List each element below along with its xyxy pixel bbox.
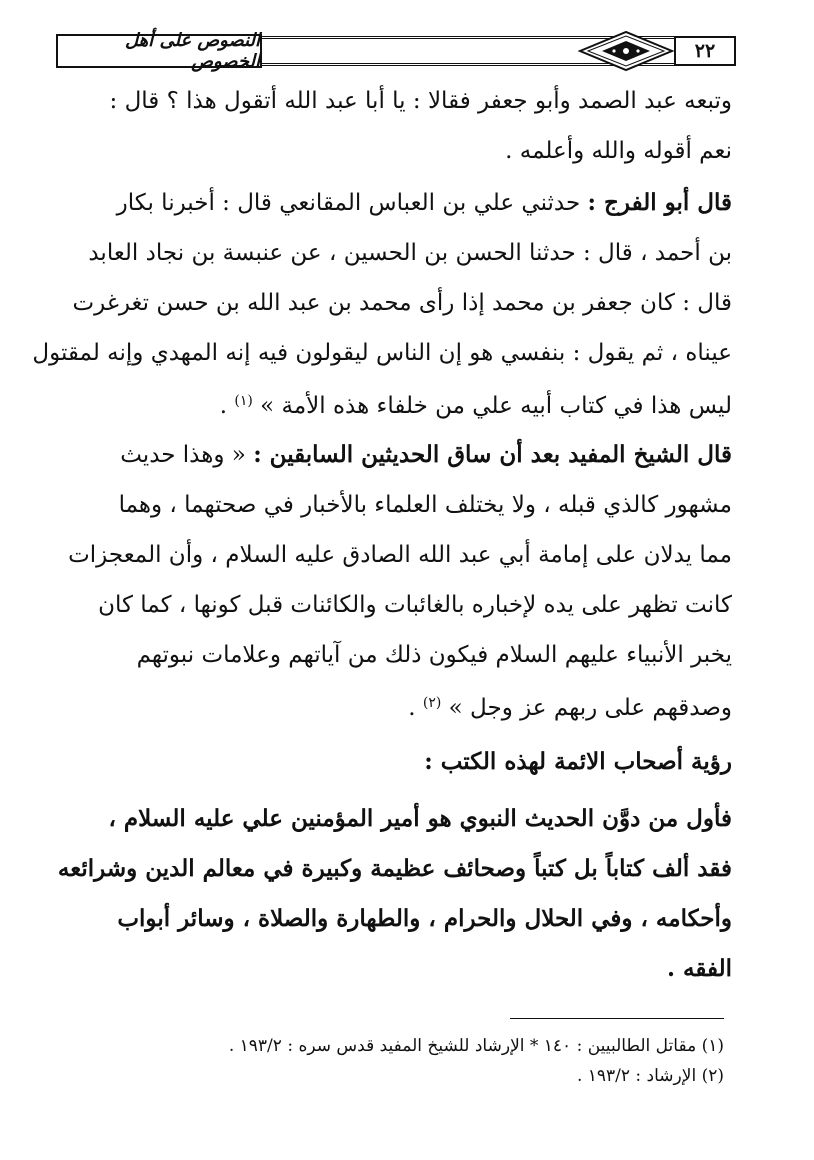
text-line: وتبعه عبد الصمد وأبو جعفر فقالا : يا أبا عبد الله أتقول هذا ؟ قال : bbox=[109, 88, 732, 114]
text-line: فأول من دوَّن الحديث النبوي هو أمير المؤمنين علي عليه السلام ، bbox=[108, 805, 732, 832]
footnote-ref: (١) bbox=[234, 393, 253, 409]
narrator-lead: قال الشيخ المفيد بعد أن ساق الحديثين السابقين : bbox=[253, 441, 732, 468]
text-line bbox=[72, 384, 732, 423]
text-line: فقد ألف كتاباً بل كتباً وصحائف عظيمة وكبيرة في معالم الدين وشرائعه bbox=[57, 855, 732, 882]
footnote: (١) مقاتل الطالبيين : ١٤٠ * الإرشاد للشيخ المفيد قدس سره : ١٩٣/٢ . bbox=[228, 1036, 724, 1056]
text-span: ليس هذا في كتاب أبيه علي من خلفاء هذه الأمة » bbox=[260, 393, 732, 419]
text-span: . bbox=[408, 695, 416, 721]
footnote-divider bbox=[510, 1018, 724, 1019]
text-line bbox=[72, 686, 732, 725]
running-title: النصوص على أهل الخصوص bbox=[56, 34, 262, 68]
footnote: (٢) الإرشاد : ١٩٣/٢ . bbox=[576, 1066, 724, 1086]
text-line: وأحكامه ، وفي الحلال والحرام ، والطهارة والصلاة ، وسائر أبواب bbox=[117, 905, 732, 932]
text-line bbox=[72, 186, 732, 220]
narrator-lead: قال أبو الفرج : bbox=[587, 189, 732, 216]
text-line: عيناه ، ثم يقول : بنفسي هو إن الناس ليقولون فيه إنه المهدي وإنه لمقتول bbox=[32, 340, 732, 366]
text-line: بن أحمد ، قال : حدثنا الحسن بن الحسين ، عن عنبسة بن نجاد العابد bbox=[88, 240, 732, 266]
text-line: الفقه . bbox=[666, 955, 732, 982]
text-line bbox=[72, 438, 732, 472]
text-span: . bbox=[219, 393, 228, 419]
text-line: يخبر الأنبياء عليهم السلام فيكون ذلك من آياتهم وعلامات نبوتهم bbox=[136, 642, 732, 668]
text-span: حدثني علي بن العباس المقانعي قال : أخبرنا بكار bbox=[116, 190, 581, 216]
text-span: وصدقهم على ربهم عز وجل » bbox=[448, 695, 732, 721]
footnote-ref: (٢) bbox=[422, 695, 442, 711]
body-text bbox=[32, 0, 732, 1160]
text-line: كانت تظهر على يده لإخباره بالغائبات والكائنات قبل كونها ، كما كان bbox=[98, 592, 732, 618]
text-line: قال : كان جعفر بن محمد إذا رأى محمد بن عبد الله بن حسن تغرغرت bbox=[72, 290, 732, 316]
text-line: مشهور كالذي قبله ، ولا يختلف العلماء بالأخبار في صحتهما ، وهما bbox=[118, 492, 732, 518]
page-number: ٢٢ bbox=[674, 36, 736, 66]
text-line: مما يدلان على إمامة أبي عبد الله الصادق عليه السلام ، وأن المعجزات bbox=[68, 542, 732, 568]
text-span: « وهذا حديث bbox=[120, 442, 246, 468]
section-heading: رؤية أصحاب الائمة لهذه الكتب : bbox=[424, 748, 732, 775]
text-line: نعم أقوله والله وأعلمه . bbox=[505, 138, 732, 164]
